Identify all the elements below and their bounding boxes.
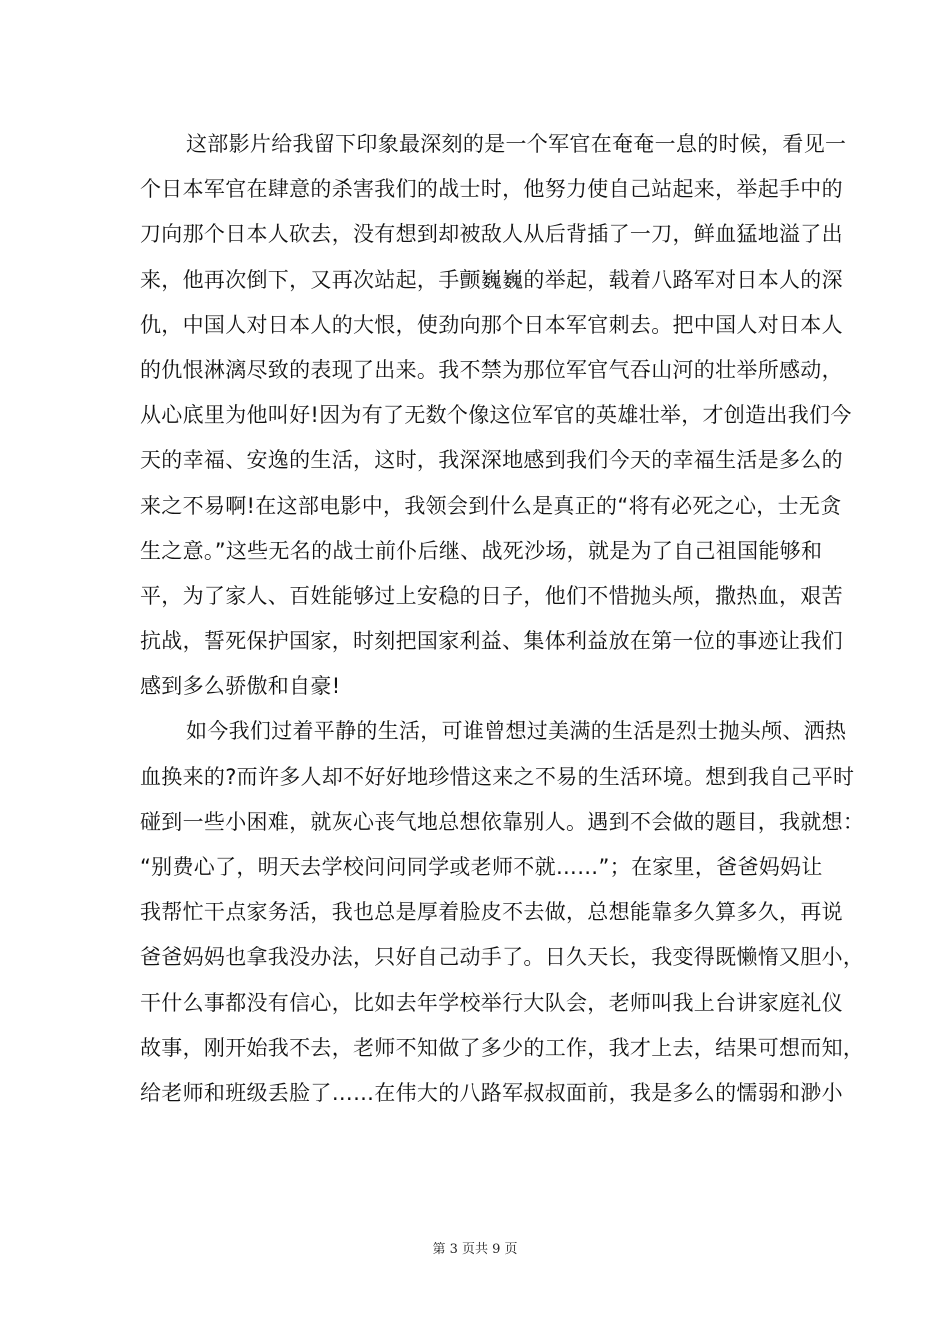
paragraph-2-line: 干什么事都没有信心，比如去年学校举行大队会，老师叫我上台讲家庭礼仪 bbox=[140, 990, 843, 1015]
paragraph-2-line: 我帮忙干点家务活，我也总是厚着脸皮不去做，总想能靠多久算多久，再说 bbox=[140, 900, 843, 925]
paragraph-2-line: 血换来的?而许多人却不好好地珍惜这来之不易的生活环境。想到我自己平时 bbox=[140, 764, 855, 789]
paragraph-1-line: 感到多么骄傲和自豪! bbox=[140, 674, 341, 699]
paragraph-1-line: 生之意。”这些无名的战士前仆后继、战死沙场，就是为了自己祖国能够和 bbox=[140, 538, 823, 563]
paragraph-1-line: 这部影片给我留下印象最深刻的是一个军官在奄奄一息的时候，看见一 bbox=[186, 132, 847, 156]
paragraph-1-line: 的仇恨淋漓尽致的表现了出来。我不禁为那位军官气吞山河的壮举所感动， bbox=[140, 357, 843, 382]
paragraph-2-line: 给老师和班级丢脸了……在伟大的八路军叔叔面前，我是多么的懦弱和渺小 bbox=[140, 1080, 843, 1105]
paragraph-1-line: 仇，中国人对日本人的大恨，使劲向那个日本军官刺去。把中国人对日本人 bbox=[140, 312, 843, 337]
paragraph-2-line: 如今我们过着平静的生活，可谁曾想过美满的生活是烈士抛头颅、洒热 bbox=[186, 719, 847, 744]
paragraph-1-line: 从心底里为他叫好!因为有了无数个像这位军官的英雄壮举，才创造出我们今 bbox=[140, 403, 852, 428]
paragraph-1-line: 来之不易啊!在这部电影中，我领会到什么是真正的“将有必死之心，士无贪 bbox=[140, 493, 842, 518]
page-number-footer: 第 3 页共 9 页 bbox=[432, 1242, 518, 1257]
body-text bbox=[140, 122, 865, 1116]
paragraph-1-line: 抗战，誓死保护国家，时刻把国家利益、集体利益放在第一位的事迹让我们 bbox=[140, 629, 843, 654]
paragraph-1-line: 平，为了家人、百姓能够过上安稳的日子，他们不惜抛头颅，撒热血，艰苦 bbox=[140, 583, 843, 608]
paragraph-1-line: 来，他再次倒下，又再次站起，手颤巍巍的举起，载着八路军对日本人的深 bbox=[140, 267, 843, 292]
paragraph-2-line: “别费心了，明天去学校问问同学或老师不就……”；在家里，爸爸妈妈让 bbox=[140, 855, 823, 879]
paragraph-2-line: 碰到一些小困难，就灰心丧气地总想依靠别人。遇到不会做的题目，我就想： bbox=[140, 809, 865, 834]
paragraph-1-line: 天的幸福、安逸的生活，这时，我深深地感到我们今天的幸福生活是多么的 bbox=[140, 448, 843, 473]
paragraph-2-line: 故事，刚开始我不去，老师不知做了多少的工作，我才上去，结果可想而知， bbox=[140, 1035, 865, 1060]
paragraph-2-line: 爸爸妈妈也拿我没办法，只好自己动手了。日久天长，我变得既懒惰又胆小， bbox=[140, 945, 865, 970]
paragraph-1-line: 刀向那个日本人砍去，没有想到却被敌人从后背插了一刀，鲜血猛地溢了出 bbox=[140, 222, 843, 247]
paragraph-1-line: 个日本军官在肆意的杀害我们的战士时，他努力使自己站起来，举起手中的 bbox=[140, 177, 843, 202]
